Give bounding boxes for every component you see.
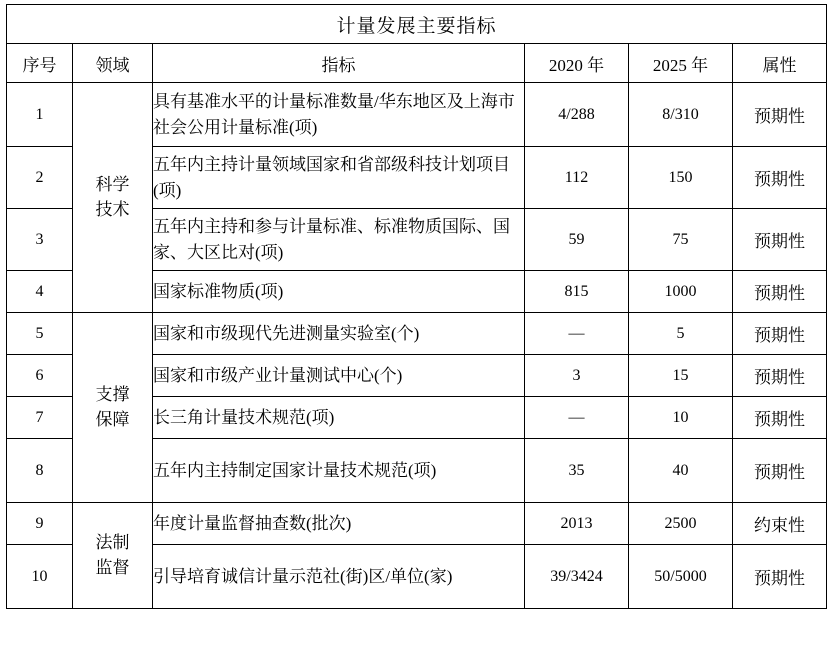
row-no: 4: [7, 271, 73, 313]
column-header-year-2020: 2020 年: [525, 44, 629, 83]
row-attribute: 预期性: [733, 83, 827, 147]
row-attribute: 约束性: [733, 503, 827, 545]
group-label-support: [73, 313, 153, 503]
column-header-attribute: 属性: [733, 44, 827, 83]
row-no: 10: [7, 545, 73, 609]
row-attribute: 预期性: [733, 271, 827, 313]
row-indicator: 引导培育诚信计量示范社(街)区/单位(家): [153, 545, 525, 609]
group-label-line-1: 法制: [95, 532, 130, 552]
row-value-2025: 15: [629, 355, 733, 397]
row-value-2025: 50/5000: [629, 545, 733, 609]
row-indicator: 五年内主持和参与计量标准、标准物质国际、国家、大区比对(项): [153, 209, 525, 271]
row-value-2020: —: [525, 313, 629, 355]
row-value-2020: 4/288: [525, 83, 629, 147]
row-indicator: 国家和市级产业计量测试中心(个): [153, 355, 525, 397]
row-value-2020: 39/3424: [525, 545, 629, 609]
row-value-2025: 2500: [629, 503, 733, 545]
row-value-2020: 2013: [525, 503, 629, 545]
column-header-indicator: 指标: [153, 44, 525, 83]
group-label-line-1: 科学: [95, 174, 130, 194]
page-title: 计量发展主要指标: [7, 5, 827, 44]
row-no: 6: [7, 355, 73, 397]
row-attribute: 预期性: [733, 439, 827, 503]
column-header-no: 序号: [7, 44, 73, 83]
group-label-science-tech: [73, 83, 153, 313]
row-attribute: 预期性: [733, 397, 827, 439]
row-indicator: 五年内主持计量领域国家和省部级科技计划项目(项): [153, 147, 525, 209]
row-value-2025: 150: [629, 147, 733, 209]
row-no: 3: [7, 209, 73, 271]
row-indicator: 具有基准水平的计量标准数量/华东地区及上海市社会公用计量标准(项): [153, 83, 525, 147]
table-row: [7, 313, 827, 355]
row-attribute: 预期性: [733, 355, 827, 397]
group-label-line-1: 支撑: [95, 384, 130, 404]
row-indicator: 年度计量监督抽查数(批次): [153, 503, 525, 545]
row-value-2020: 35: [525, 439, 629, 503]
row-indicator: 国家和市级现代先进测量实验室(个): [153, 313, 525, 355]
table-row: [7, 503, 827, 545]
row-indicator: 五年内主持制定国家计量技术规范(项): [153, 439, 525, 503]
row-value-2025: 10: [629, 397, 733, 439]
metrics-table: [6, 4, 827, 609]
row-attribute: 预期性: [733, 545, 827, 609]
row-value-2020: 3: [525, 355, 629, 397]
group-label-line-2: 技术: [95, 199, 130, 219]
row-indicator: 国家标准物质(项): [153, 271, 525, 313]
row-no: 1: [7, 83, 73, 147]
row-value-2025: 5: [629, 313, 733, 355]
column-header-year-2025: 2025 年: [629, 44, 733, 83]
row-value-2025: 8/310: [629, 83, 733, 147]
row-value-2025: 1000: [629, 271, 733, 313]
row-value-2025: 75: [629, 209, 733, 271]
row-attribute: 预期性: [733, 147, 827, 209]
table-header-row: [7, 44, 827, 83]
row-value-2020: 815: [525, 271, 629, 313]
row-value-2020: —: [525, 397, 629, 439]
row-attribute: 预期性: [733, 209, 827, 271]
table-row: [7, 83, 827, 147]
row-no: 5: [7, 313, 73, 355]
row-no: 8: [7, 439, 73, 503]
group-label-line-2: 监督: [95, 557, 130, 577]
row-no: 7: [7, 397, 73, 439]
group-label-legal-supervision: [73, 503, 153, 609]
row-no: 9: [7, 503, 73, 545]
row-attribute: 预期性: [733, 313, 827, 355]
row-value-2025: 40: [629, 439, 733, 503]
table-title-row: [7, 5, 827, 44]
group-label-line-2: 保障: [95, 409, 130, 429]
row-value-2020: 112: [525, 147, 629, 209]
row-no: 2: [7, 147, 73, 209]
row-indicator: 长三角计量技术规范(项): [153, 397, 525, 439]
row-value-2020: 59: [525, 209, 629, 271]
column-header-area: 领域: [73, 44, 153, 83]
